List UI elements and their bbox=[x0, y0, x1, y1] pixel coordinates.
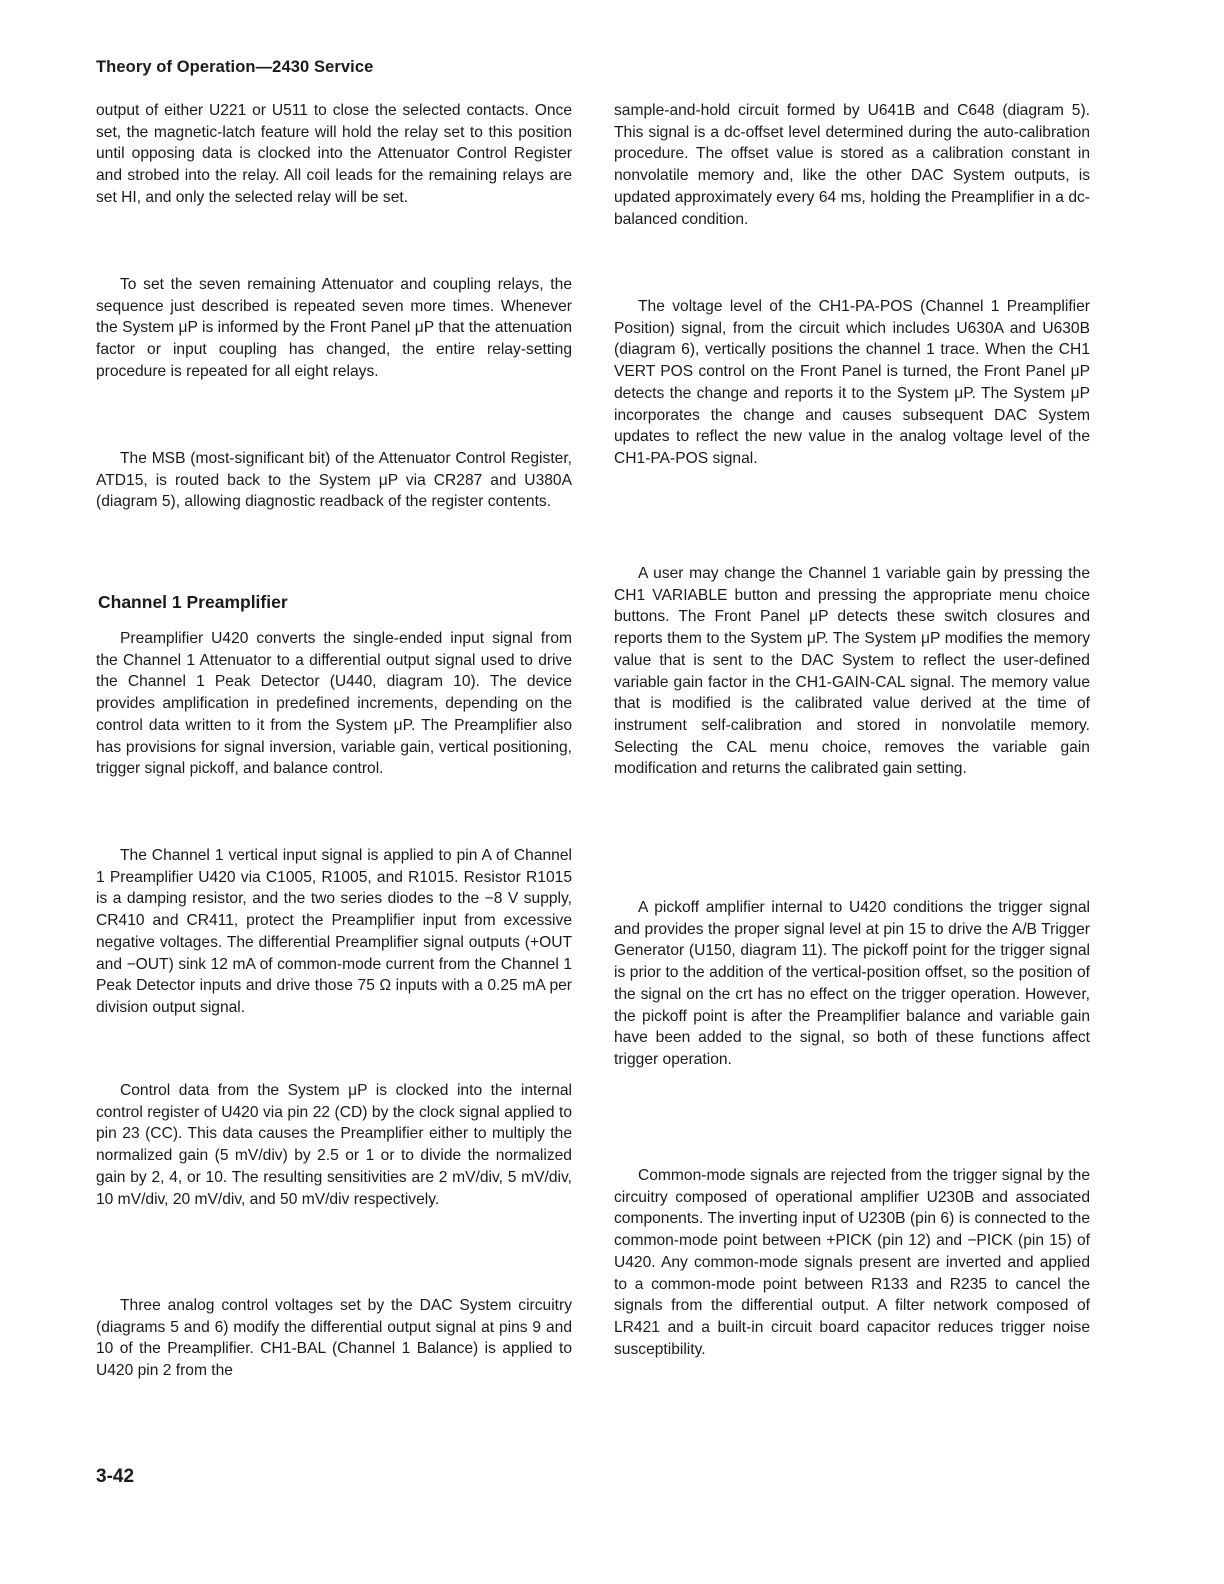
paragraph-vertical-input: The Channel 1 vertical input signal is applied to pin A of Channel 1 Preamplifier U420 via C1005, R1005, and R1015. Resistor R1015 is a damping resistor, and the two series diodes to the −8 V supply, CR410 and CR411, protect the Preamplifier input from excessive negative voltages. The differential Preamplifier signal outputs (+OUT and −OUT) sink 12 mA of common-mode current from the Channel 1 Peak Detector inputs and drive those 75 Ω inputs with a 0.25 mA per division output signal. bbox=[96, 847, 572, 1016]
paragraph-control-data: Control data from the System μP is clocked into the internal control register of U420 via pin 22 (CD) by the clock signal applied to pin 23 (CC). This data causes the Preamplifier either to multiply the normalized gain (5 mV/div) by 2.5 or 1 or to divide the normalized gain by 2, 4, or 10. The resulting sensitivities are 2 mV/div, 5 mV/div, 10 mV/div, 20 mV/div, and 50 mV/div respectively. bbox=[96, 1082, 572, 1208]
paragraph-msb-readback: The MSB (most-significant bit) of the Attenuator Control Register, ATD15, is routed back to the System μP via CR287 and U380A (diagram 5), allowing diagnostic readback of the register contents. bbox=[96, 450, 572, 511]
paragraph-ch1-pa-pos: The voltage level of the CH1-PA-POS (Channel 1 Preamplifier Position) signal, from the circuit which includes U630A and U630B (diagram 6), vertically positions the channel 1 trace. When the CH1 VERT POS control on the Front Panel is turned, the Front Panel μP detects the change and reports it to the System μP. The System μP incorporates the change and causes subsequent DAC System updates to reflect the new value in the analog voltage level of the CH1-PA-POS signal. bbox=[614, 298, 1090, 467]
paragraph-analog-control: Three analog control voltages set by the DAC System circuitry (diagrams 5 and 6) modify the differential output signal at pins 9 and 10 of the Preamplifier. CH1-BAL (Channel 1 Balance) is applied to U420 pin 2 from the bbox=[96, 1297, 572, 1380]
page-number: 3-42 bbox=[96, 1466, 135, 1487]
paragraph-common-mode: Common-mode signals are rejected from the trigger signal by the circuitry composed of operational amplifier U230B and associated components. The inverting input of U230B (pin 6) is connected to the common-mode point between +PICK (pin 12) and −PICK (pin 15) of U420. Any common-mode signals present are inverted and applied to a common-mode point between R133 and R235 to cancel the signals from the differential output. A filter network composed of LR421 and a built-in circuit board capacitor reduces trigger noise susceptibility. bbox=[614, 1167, 1090, 1358]
section-heading-channel1-preamplifier: Channel 1 Preamplifier bbox=[98, 592, 288, 612]
paragraph-sample-hold: sample-and-hold circuit formed by U641B and C648 (diagram 5). This signal is a dc-offset level determined during the auto-calibration procedure. The offset value is stored as a calibration constant in nonvolatile memory and, like the other DAC System outputs, is updated approximately every 64 ms, holding the Preamplifier in a dc-balanced condition. bbox=[614, 102, 1090, 228]
paragraph-remaining-relays: To set the seven remaining Attenuator and coupling relays, the sequence just described is repeated seven more times. Whenever the System μP is informed by the Front Panel μP that the attenuation factor or input coupling has changed, the entire relay-setting procedure is repeated for all eight relays. bbox=[96, 276, 572, 380]
paragraph-variable-gain: A user may change the Channel 1 variable gain by pressing the CH1 VARIABLE button and pressing the appropriate menu choice buttons. The Front Panel μP detects these switch closures and reports them to the System μP. The System μP modifies the memory value that is sent to the DAC System to reflect the user-defined variable gain factor in the CH1-GAIN-CAL signal. The memory value that is modified is the calibrated value derived at the time of instrument self-calibration and stored in nonvolatile memory. Selecting the CAL menu choice, removes the variable gain modification and returns the calibrated gain setting. bbox=[614, 565, 1090, 778]
paragraph-preamplifier-overview: Preamplifier U420 converts the single-ended input signal from the Channel 1 Attenuator to a differential output signal used to drive the Channel 1 Peak Detector (U440, diagram 10). The device provides amplification in predefined increments, depending on the control data written to it from the System μP. The Preamplifier also has provisions for signal inversion, variable gain, vertical positioning, trigger signal pickoff, and balance control. bbox=[96, 630, 572, 778]
page-header-title: Theory of Operation—2430 Service bbox=[96, 58, 374, 76]
paragraph-pickoff-amplifier: A pickoff amplifier internal to U420 conditions the trigger signal and provides the proper signal level at pin 15 to drive the A/B Trigger Generator (U150, diagram 11). The pickoff point for the trigger signal is prior to the addition of the vertical-position offset, so the position of the signal on the crt has no effect on the trigger operation. However, the pickoff point is after the Preamplifier balance and variable gain have been added to the signal, so both of these functions affect trigger operation. bbox=[614, 899, 1090, 1068]
paragraph-relay-latch: output of either U221 or U511 to close the selected contacts. Once set, the magnetic-latch feature will hold the relay set to this position until opposing data is clocked into the Attenuator Control Register and strobed into the relay. All coil leads for the remaining relays are set HI, and only the selected relay will be set. bbox=[96, 102, 572, 206]
